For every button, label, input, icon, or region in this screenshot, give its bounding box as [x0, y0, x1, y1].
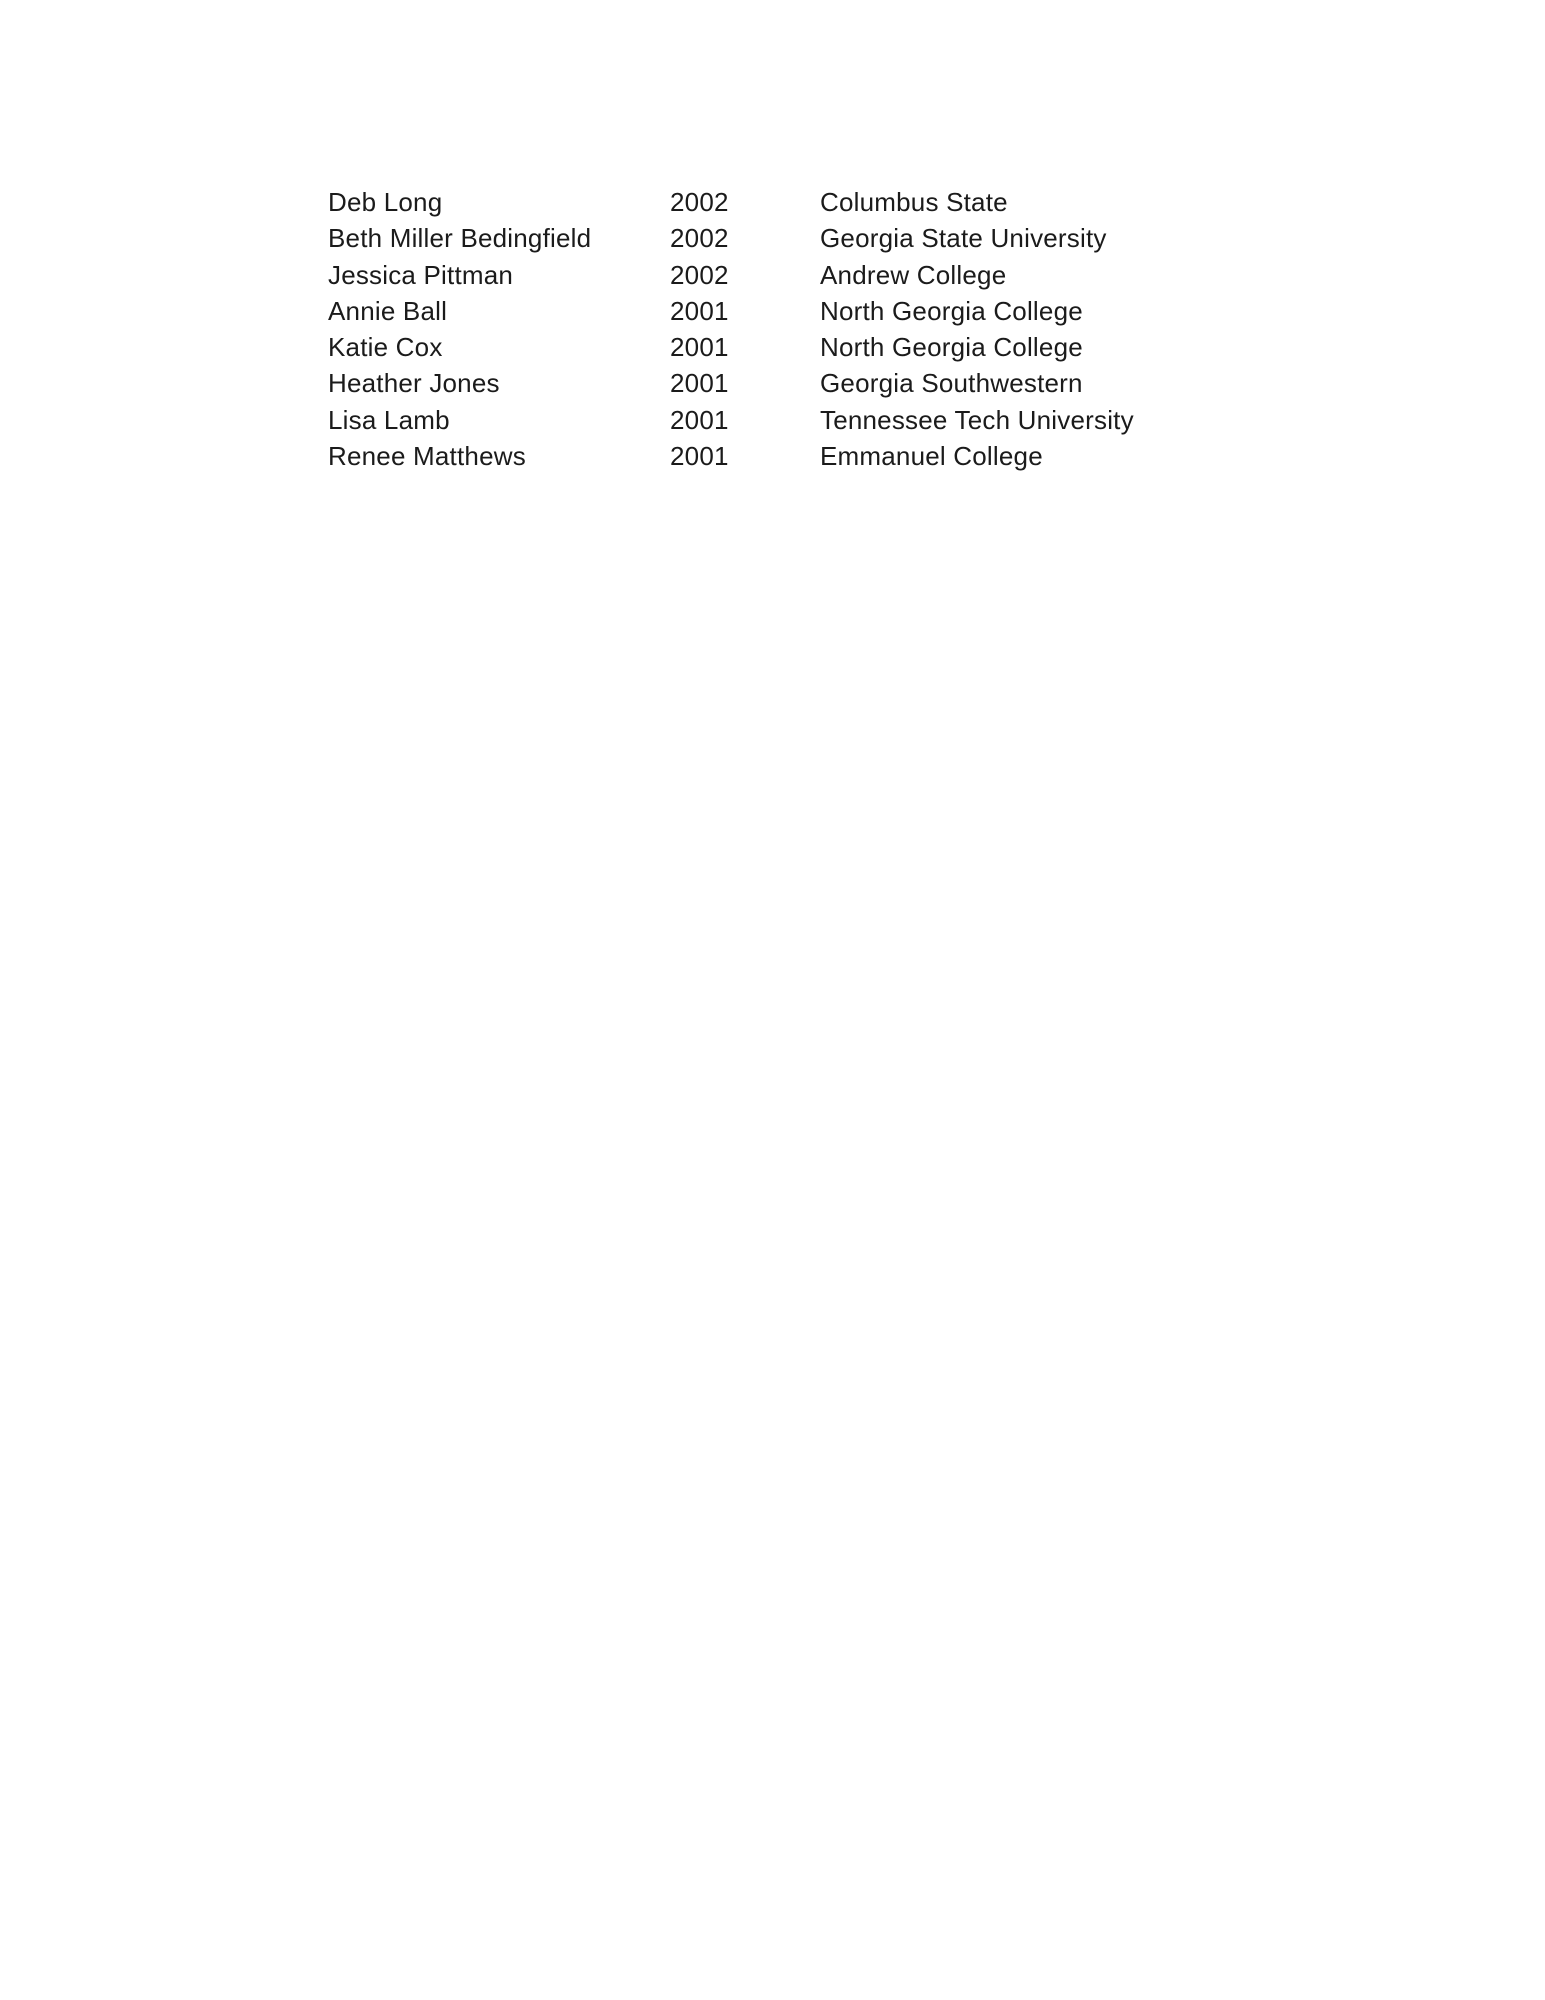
college-name: North Georgia College — [820, 295, 1083, 326]
year-value: 2001 — [670, 368, 729, 399]
college-name: Emmanuel College — [820, 441, 1043, 472]
member-name: Renee Matthews — [328, 441, 526, 472]
member-name: Lisa Lamb — [328, 404, 450, 435]
year-value: 2002 — [670, 223, 729, 254]
college-name: Georgia Southwestern — [820, 368, 1083, 399]
year-value: 2001 — [670, 295, 729, 326]
year-value: 2002 — [670, 259, 729, 290]
member-name: Annie Ball — [328, 295, 448, 326]
member-name: Heather Jones — [328, 368, 500, 399]
year-value: 2002 — [670, 187, 729, 217]
member-name: Beth Miller Bedingfield — [328, 223, 592, 254]
member-name: Katie Cox — [328, 332, 443, 363]
college-name: North Georgia College — [820, 332, 1083, 363]
college-name: Andrew College — [820, 259, 1007, 290]
year-value: 2001 — [670, 404, 729, 435]
college-name: Columbus State — [820, 187, 1008, 217]
year-value: 2001 — [670, 441, 729, 472]
member-name: Deb Long — [328, 187, 443, 217]
college-name: Tennessee Tech University — [820, 404, 1134, 435]
college-name: Georgia State University — [820, 223, 1107, 254]
member-name: Jessica Pittman — [328, 259, 514, 290]
roster-list — [328, 184, 1134, 474]
year-value: 2001 — [670, 332, 729, 363]
